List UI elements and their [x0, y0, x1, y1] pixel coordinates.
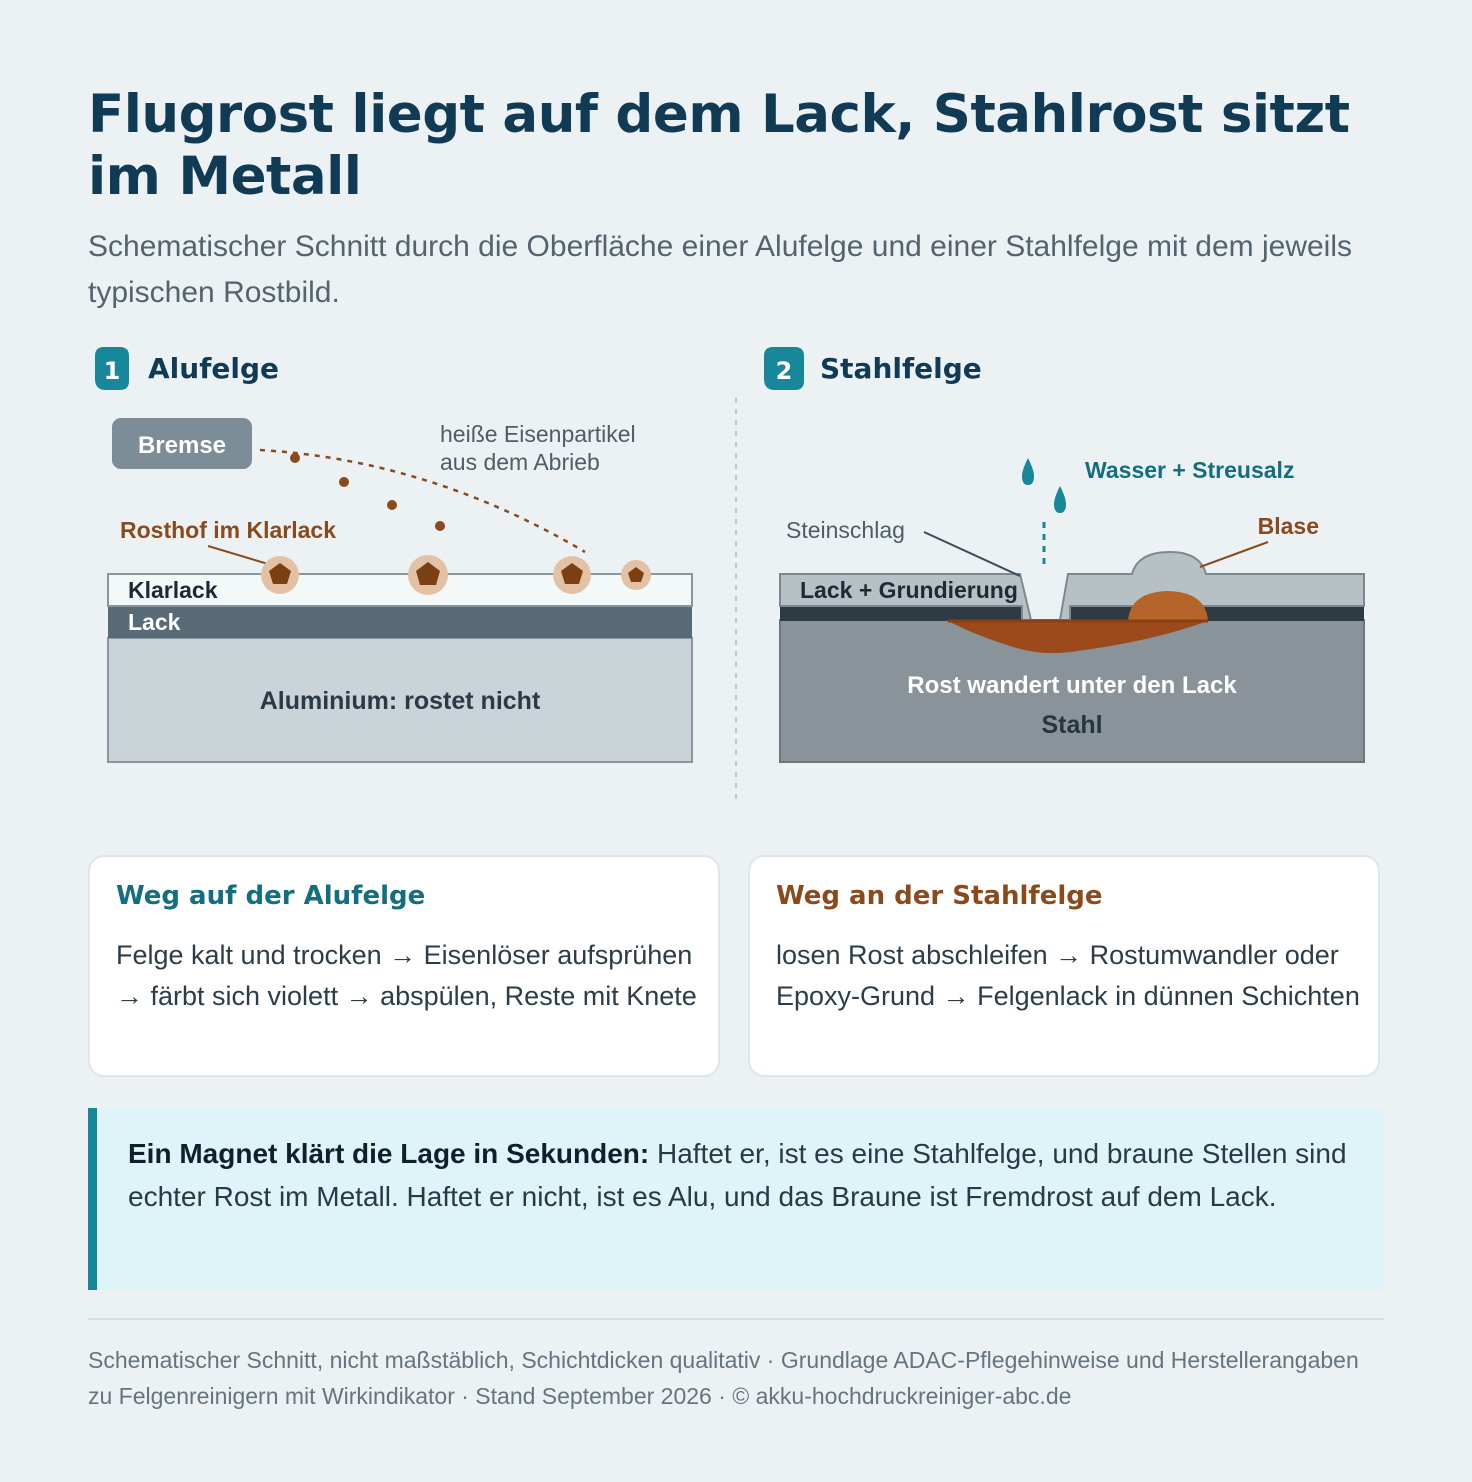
alu-base-label: Aluminium: rostet nicht [259, 687, 541, 715]
particles-label-line2: aus dem Abrieb [440, 449, 600, 475]
rust-halo-label: Rosthof im Klarlack [120, 517, 336, 543]
steel-method-text: losen Rost abschleifen → Rostumwandler oder Epoxy-Grund → Felgenlack in dünnen Schichten [776, 940, 1360, 1011]
cross-section-diagram [0, 330, 1472, 820]
panel-2-header [764, 347, 982, 390]
stone-chip-label: Steinschlag [786, 517, 905, 543]
water-drop-icon [1054, 486, 1066, 513]
stone-chip-leader [924, 532, 1020, 576]
blister-leader [1200, 542, 1268, 567]
water-salt-label: Wasser + Streusalz [1085, 457, 1295, 483]
flying-particle [339, 477, 349, 487]
brake-label: Bremse [137, 432, 227, 459]
flying-particle [290, 453, 300, 463]
blister-label: Blase [1257, 513, 1319, 539]
footer-note: Schematischer Schnitt, nicht maßstäblich, Schichtdicken qualitativ · Grundlage ADAC-Pflegehinweise und Herstellerangaben zu Felgenreinigern mit Wirkindikator · Stand September 2026 · © akku-hochdruckreiniger-abc.de [88, 1347, 1359, 1409]
water-drop-icon [1022, 458, 1034, 485]
panel-1-header [95, 347, 279, 390]
rust-migration-label: Rost wandert unter den Lack [907, 672, 1237, 699]
panel-2-heading: Stahlfelge [820, 352, 982, 385]
flying-particle [387, 500, 397, 510]
rust-halo-leader [208, 546, 268, 564]
embedded-particle [553, 556, 591, 594]
alu-method-card [88, 855, 720, 1077]
steel-paint-label: Lack + Grundierung [800, 577, 1018, 603]
magnet-tip-bold: Ein Magnet klärt die Lage in Sekunden: [128, 1138, 650, 1169]
alu-paint-label: Lack [128, 609, 181, 635]
embedded-particle [261, 556, 299, 594]
particles-label-line1: heiße Eisenpartikel [440, 421, 636, 447]
panel-2-number: 2 [775, 357, 793, 385]
footer-divider [88, 1318, 1384, 1320]
panel-1-number: 1 [103, 357, 121, 385]
alu-cross-section [108, 418, 692, 762]
alu-paint-layer [108, 606, 692, 638]
steel-cross-section [780, 457, 1364, 762]
embedded-particle [408, 555, 448, 595]
flying-particle [435, 521, 445, 531]
magnet-tip-text [128, 1132, 1348, 1218]
alu-clearcoat-label: Klarlack [128, 577, 218, 603]
page-title: Flugrost liegt auf dem Lack, Stahlrost sitzt im Metall [88, 84, 1350, 207]
magnet-tip-callout [88, 1108, 1384, 1290]
alu-method-title: Weg auf der Alufelge [116, 881, 426, 911]
embedded-particle [621, 560, 651, 590]
alu-method-text: Felge kalt und trocken → Eisenlöser aufsprühen → färbt sich violett → abspülen, Reste mit Knete [116, 940, 697, 1011]
panel-1-heading: Alufelge [148, 352, 280, 385]
steel-primer-left [780, 606, 1022, 621]
steel-primer-right [1070, 606, 1364, 621]
steel-base-label: Stahl [1041, 711, 1103, 739]
steel-method-title: Weg an der Stahlfelge [776, 881, 1103, 911]
magnet-tip-body: Haftet er, ist es eine Stahlfelge, und braune Stellen sind echter Rost im Metall. Haftet er nicht, ist es Alu, und das Braune ist Fremdrost auf dem Lack. [128, 1138, 1347, 1212]
steel-method-card [748, 855, 1380, 1077]
page-subtitle: Schematischer Schnitt durch die Oberfläche einer Alufelge und einer Stahlfelge mit dem jeweils typischen Rostbild. [88, 230, 1353, 309]
